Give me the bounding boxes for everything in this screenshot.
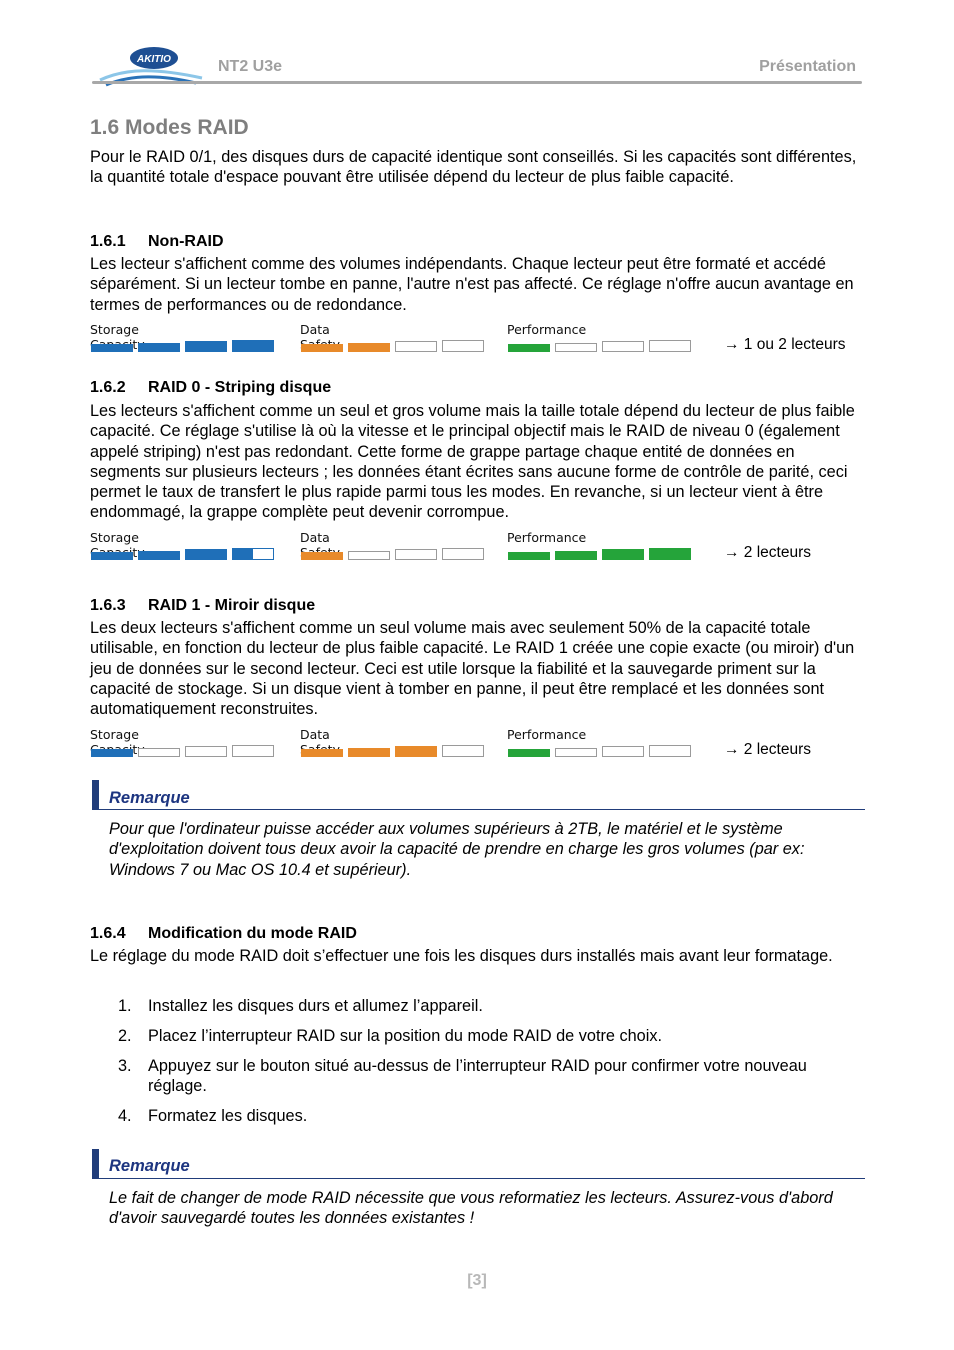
rating-segment <box>91 749 133 757</box>
rating-label: Data <box>300 727 330 742</box>
rating-segment <box>301 344 343 352</box>
list-item: 1. Installez les disques durs et allumez l’appareil. <box>118 997 483 1015</box>
rating-meter <box>507 322 586 337</box>
list-item: 4. Formatez les disques. <box>118 1107 308 1125</box>
rating-segment <box>602 549 644 560</box>
rating-label: Data <box>300 530 330 545</box>
rating-segment <box>232 340 274 353</box>
rating-segment <box>649 548 691 561</box>
rating-meter <box>300 727 340 757</box>
page-number: [3] <box>467 1272 487 1289</box>
rating-meter <box>90 530 145 560</box>
rating-meter <box>507 530 586 545</box>
note-title: Remarque <box>109 789 190 807</box>
rating-meter <box>90 727 145 757</box>
rating-segment <box>185 746 227 757</box>
section-heading: 1.6.3 RAID 1 - Miroir disque <box>90 597 316 614</box>
rating-label: Storage <box>90 322 139 337</box>
header-rule <box>92 81 862 84</box>
rating-segment <box>442 340 484 353</box>
header-product: NT2 U3e <box>218 58 283 75</box>
rating-segment <box>555 748 597 758</box>
rating-segment <box>348 748 390 758</box>
rating-label: Performance <box>507 727 587 742</box>
page-title: 1.6 Modes RAID <box>90 116 249 139</box>
note-marker <box>92 780 99 809</box>
svg-text:AKITIO: AKITIO <box>137 54 171 65</box>
rating-label: Data <box>300 322 330 337</box>
rating-segment <box>232 745 274 758</box>
section-heading: 1.6.4 Modification du mode RAID <box>90 925 357 942</box>
rating-segment <box>555 343 597 353</box>
drive-count: → 2 lecteurs <box>724 544 812 561</box>
rating-segment <box>91 552 133 560</box>
rating-label: Performance <box>507 322 587 337</box>
rating-segment <box>395 549 437 560</box>
rating-meter <box>300 530 340 560</box>
rating-segment <box>232 548 274 561</box>
rating-segment <box>508 344 550 352</box>
rating-segment <box>348 343 390 353</box>
rating-segment <box>395 341 437 352</box>
rating-segment <box>442 745 484 758</box>
rating-label: Storage <box>90 530 139 545</box>
rating-segment <box>185 549 227 560</box>
akitio-logo <box>96 42 206 92</box>
rating-segment <box>301 552 343 560</box>
intro-paragraph: Pour le RAID 0/1, des disques durs de capacité identique sont conseillés. Si les capacités sont différentes, la quantité totale d'espace pouvant être utilisée dépend du lecteur de plus faible capacité. <box>90 148 857 187</box>
drive-count: → 2 lecteurs <box>724 741 812 758</box>
section-body: Les lecteurs s'affichent comme un seul et gros volume mais la taille totale dépend du lecteur de plus faible capacité. Ce réglage s'utilise là où la vitesse et le principal objectif mais le RAID de niveau 0 (également appelé striping) n'est pas redondant. Cette forme de grappe partage chaque entité de données en segments sur plusieurs lecteurs ; les données étant écrites sans aucune forme de contrôle de parité, ceci permet le taux de transfert le plus rapide parmi tous les modes. En revanche, si un lecteur vient à être endommagé, la grappe complète peut devenir corrompue. <box>90 402 855 522</box>
section-body: Les lecteur s'affichent comme des volumes indépendants. Chaque lecteur peut être formaté et accédé séparément. Si un lecteur tombe en panne, l'autre n'est pas affecté. Ce réglage n'offre aucun avantage en termes de performances ou de redondance. <box>90 255 854 314</box>
rating-segment <box>602 341 644 352</box>
drive-count: → 1 ou 2 lecteurs <box>724 336 846 353</box>
section-heading: 1.6.1 Non-RAID <box>90 233 224 250</box>
list-item: 2. Placez l’interrupteur RAID sur la position du mode RAID de votre choix. <box>118 1027 662 1045</box>
rating-segment <box>185 341 227 352</box>
rating-segment <box>138 343 180 353</box>
rating-segment <box>138 748 180 758</box>
header-section: Présentation <box>759 58 856 75</box>
rating-meter <box>90 322 145 352</box>
rating-segment <box>508 552 550 560</box>
rating-segment <box>301 749 343 757</box>
section-body: Le réglage du mode RAID doit s’effectuer une fois les disques durs installés mais avant leur formatage. <box>90 947 833 965</box>
rating-segment <box>348 551 390 561</box>
rating-segment <box>138 551 180 561</box>
note-text: Le fait de changer de mode RAID nécessite que vous reformatiez les lecteurs. Assurez-vous d'abord d'avoir sauvegardé toutes les données existantes ! <box>109 1189 833 1228</box>
rating-segment <box>602 746 644 757</box>
rating-segment <box>442 548 484 561</box>
list-item: 3. Appuyez sur le bouton situé au-dessus de l’interrupteur RAID pour confirmer votre nouveau réglage. <box>118 1057 807 1096</box>
rating-label: Storage <box>90 727 139 742</box>
note-text: Pour que l'ordinateur puisse accéder aux volumes supérieurs à 2TB, le matériel et le système d'exploitation doivent tous deux avoir la capacité de prendre en charge les gros volumes (par ex: Windows 7 ou Mac OS 10.4 et supérieur). <box>109 820 805 879</box>
note-rule <box>92 809 865 810</box>
rating-meter <box>300 322 340 352</box>
section-body: Les deux lecteurs s'affichent comme un seul volume mais avec seulement 50% de la capacité totale utilisable, en fonction du lecteur de plus faible capacité. Le RAID 1 crééе une copie exacte (ou miroir) d'un jeu de données sur le second lecteur. Ceci est utile lorsque la fiabilité et la sauvegarde priment sur la capacité de stockage. Si un disque vient à tomber en panne, il peut être remplacé et les données sont automatiquement reconstruites. <box>90 619 855 719</box>
rating-segment <box>508 749 550 757</box>
rating-segment <box>649 745 691 758</box>
note-rule <box>92 1178 865 1179</box>
rating-segment <box>555 551 597 561</box>
rating-segment <box>91 344 133 352</box>
note-marker <box>92 1149 99 1178</box>
rating-segment <box>395 746 437 757</box>
rating-label: Performance <box>507 530 587 545</box>
rating-meter <box>507 727 586 742</box>
rating-segment <box>649 340 691 353</box>
note-title: Remarque <box>109 1157 190 1175</box>
section-heading: 1.6.2 RAID 0 - Striping disque <box>90 379 332 396</box>
